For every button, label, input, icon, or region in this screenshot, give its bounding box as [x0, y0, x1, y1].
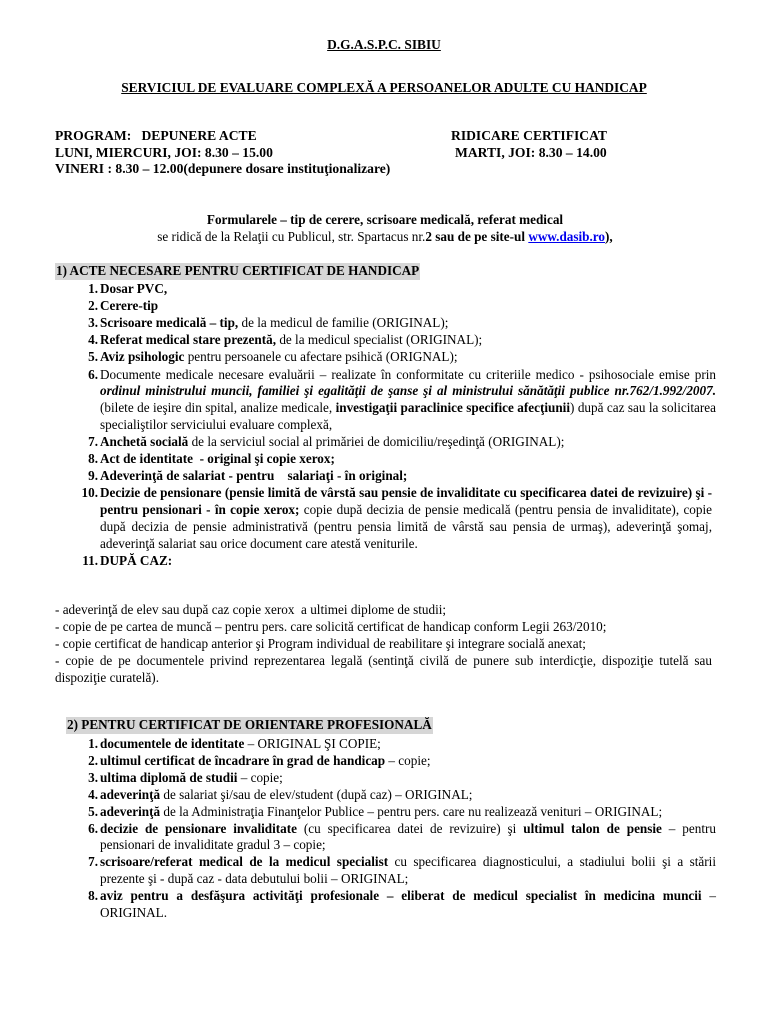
schedule-block [55, 128, 735, 178]
list-item [56, 485, 716, 553]
item-number: 10. [81, 484, 98, 500]
item-number: 7. [88, 854, 98, 870]
item-number: 6. [88, 366, 98, 382]
item-number: 4. [88, 786, 98, 802]
item-number: 8. [88, 451, 98, 467]
item-bold: scrisoare/referat medical de la medicul specialist [100, 854, 389, 870]
item-bold: DUPĂ CAZ: [100, 552, 173, 568]
list-item [56, 367, 716, 435]
service-title: SERVICIUL DE EVALUARE COMPLEXĂ A PERSOANELOR ADULTE CU HANDICAP [121, 80, 647, 95]
item-bold: ultima diplomă de studii [100, 769, 238, 785]
item-text: pentru persoanele cu afectare psihică (ORIGNAL); [184, 348, 458, 364]
forms-line-2 [55, 229, 715, 246]
list-item [56, 770, 716, 787]
list-item [56, 787, 716, 804]
item-number: 5. [88, 348, 98, 364]
forms-site-prefix: 2 sau de pe site-ul [425, 228, 529, 244]
item-number: 11. [82, 552, 98, 568]
section2-title: 2) PENTRU CERTIFICAT DE ORIENTARE PROFESIONALĂ [67, 717, 432, 732]
list-item [56, 298, 716, 315]
item-bold: Aviz psihologic [100, 348, 185, 364]
item-text: (cu specificarea datei de revizuire) şi [297, 820, 524, 836]
item-text: – pentru pensionari de invaliditate gradul 3 – copie; [100, 820, 716, 853]
list-item [56, 753, 716, 770]
item-text: de la Administraţia Finanţelor Publice – pentru pers. care nu realizează venituri – ORIGINAL; [160, 803, 663, 819]
item-number: 2. [88, 752, 98, 768]
item-order-ref: ordinul ministrului muncii, familiei şi egalităţii de şanse şi al ministrului sănătăţii publice nr.762/1.992/2007. [100, 383, 716, 399]
schedule-pickup-hours: MARTI, JOI: 8.30 – 14.00 [455, 144, 607, 160]
item-number: 9. [88, 467, 98, 483]
list-item [56, 468, 716, 485]
item-text: – copie; [385, 752, 431, 768]
item-bold: documentele de identitate [100, 736, 245, 751]
item-bold: Anchetă socială [100, 434, 189, 450]
extra-line: - copie certificat de handicap anterior şi Program individual de reabilitare şi integrare socială anexat; [55, 635, 586, 651]
list-item [56, 281, 716, 298]
item-bold: ultimul certificat de încadrare în grad de handicap [100, 752, 386, 768]
item-number: 5. [88, 803, 98, 819]
section1-title: 1) ACTE NECESARE PENTRU CERTIFICAT DE HANDICAP [56, 263, 420, 278]
section1-list [56, 281, 716, 569]
schedule-pickup-label: RIDICARE CERTIFICAT [451, 128, 607, 143]
item-number: 7. [88, 434, 98, 450]
extra-line: - copie de pe cartea de muncă – pentru pers. care solicită certificat de handicap conform Legii 263/2010; [55, 618, 607, 634]
list-item [56, 434, 716, 451]
item-bold: Dosar PVC, [100, 281, 168, 296]
schedule-friday-hours: VINERI : 8.30 – 12.00(depunere dosare instituţionalizare) [55, 161, 391, 177]
item-text: de la serviciul social al primăriei de domiciliu/reşedinţă (ORIGINAL); [188, 434, 565, 450]
item-bold: Act de identitate - original şi copie xerox; [100, 451, 335, 467]
list-item [56, 736, 716, 753]
item-bold: adeverinţă [100, 786, 161, 802]
item-number: 3. [88, 769, 98, 785]
item-text: – copie; [237, 769, 283, 785]
list-item [56, 821, 716, 855]
forms-note [55, 212, 715, 246]
item-bold: Adeverinţă de salariat - pentru salariaţi - în original; [100, 467, 408, 483]
item-text: (bilete de ieşire din spital, analize medicale, [100, 400, 336, 416]
item-number: 6. [88, 820, 98, 836]
list-item [56, 451, 716, 468]
list-item [56, 854, 716, 888]
item-text: de salariat şi/sau de elev/student (după caz) – ORIGINAL; [160, 786, 473, 802]
item-number: 1. [88, 281, 98, 296]
item-number: 8. [88, 888, 98, 904]
schedule-submit-hours: LUNI, MIERCURI, JOI: 8.30 – 15.00 [55, 144, 273, 160]
list-item [56, 888, 716, 922]
section2-list [56, 736, 716, 922]
item-number: 2. [88, 297, 98, 313]
list-item [56, 349, 716, 366]
list-item [56, 553, 716, 570]
item-bold: adeverinţă [100, 803, 161, 819]
item-bold: Decizie de pensionare (pensie limită de vârstă sau pensie de invaliditate cu specificarea datei de revizuire) şi - pentru pensionari - în copie xerox; [100, 484, 712, 517]
item-bold: Cerere-tip [100, 297, 159, 313]
list-item [56, 804, 716, 821]
extra-line: - copie de pe documentele privind reprezentarea legală (sentinţă civilă de punere sub interdicţie, dispoziţie tutelă sau dispoziţie curatelă). [55, 652, 712, 685]
item-bold: investigaţii paraclinice specifice afecţiunii [335, 400, 571, 416]
item-bold: Scrisoare medicală – tip, [100, 314, 239, 330]
item-text: – ORIGINAL. [100, 888, 716, 921]
item-number: 4. [88, 331, 98, 347]
item-text: copie după decizia de pensie medicală (pentru pensia de invaliditate), copie după decizia de pensie administrativă (pentru pensia limită de vârstă sau pensia de urmaş), adeverinţă şomaj, adeverinţă salariat sau orice document care atestă veniturile. [100, 501, 712, 551]
item-bold: ultimul talon de pensie [523, 820, 662, 836]
section1-extra [55, 602, 712, 687]
forms-close: ), [605, 228, 613, 244]
list-item [56, 332, 716, 349]
extra-line: - adeverinţă de elev sau după caz copie xerox a ultimei diplome de studii; [55, 602, 447, 617]
item-bold: decizie de pensionare invaliditate [100, 820, 298, 836]
org-title: D.G.A.S.P.C. SIBIU [327, 37, 441, 52]
item-bold: Referat medical stare prezentă, [100, 331, 277, 347]
item-text: – ORIGINAL ŞI COPIE; [244, 736, 381, 751]
item-number: 1. [88, 736, 98, 751]
item-text: de la medicul specialist (ORIGINAL); [276, 331, 483, 347]
forms-address: se ridică de la Relaţii cu Publicul, str. Spartacus nr. [157, 228, 426, 244]
item-number: 3. [88, 314, 98, 330]
website-link[interactable]: www.dasib.ro [528, 228, 606, 244]
item-text: Documente medicale necesare evaluării – realizate în conformitate cu criteriile medico - psihosociale emise prin [100, 366, 716, 382]
forms-line-1: Formularele – tip de cerere, scrisoare medicală, referat medical [206, 212, 564, 227]
item-bold: aviz pentru a desfăşura activităţi profesionale – eliberat de medicul specialist în medicina muncii [100, 888, 702, 904]
item-text: ) după caz sau la solicitarea specialiştilor serviciului evaluare complexă, [100, 400, 716, 433]
list-item [56, 315, 716, 332]
item-text: cu specificarea diagnosticului, a stadiului bolii şi a stării prezente şi - după caz - data debutului bolii – ORIGINAL; [100, 854, 716, 887]
item-text: de la medicul de familie (ORIGINAL); [238, 314, 449, 330]
schedule-submit-label: PROGRAM: DEPUNERE ACTE [55, 128, 257, 143]
